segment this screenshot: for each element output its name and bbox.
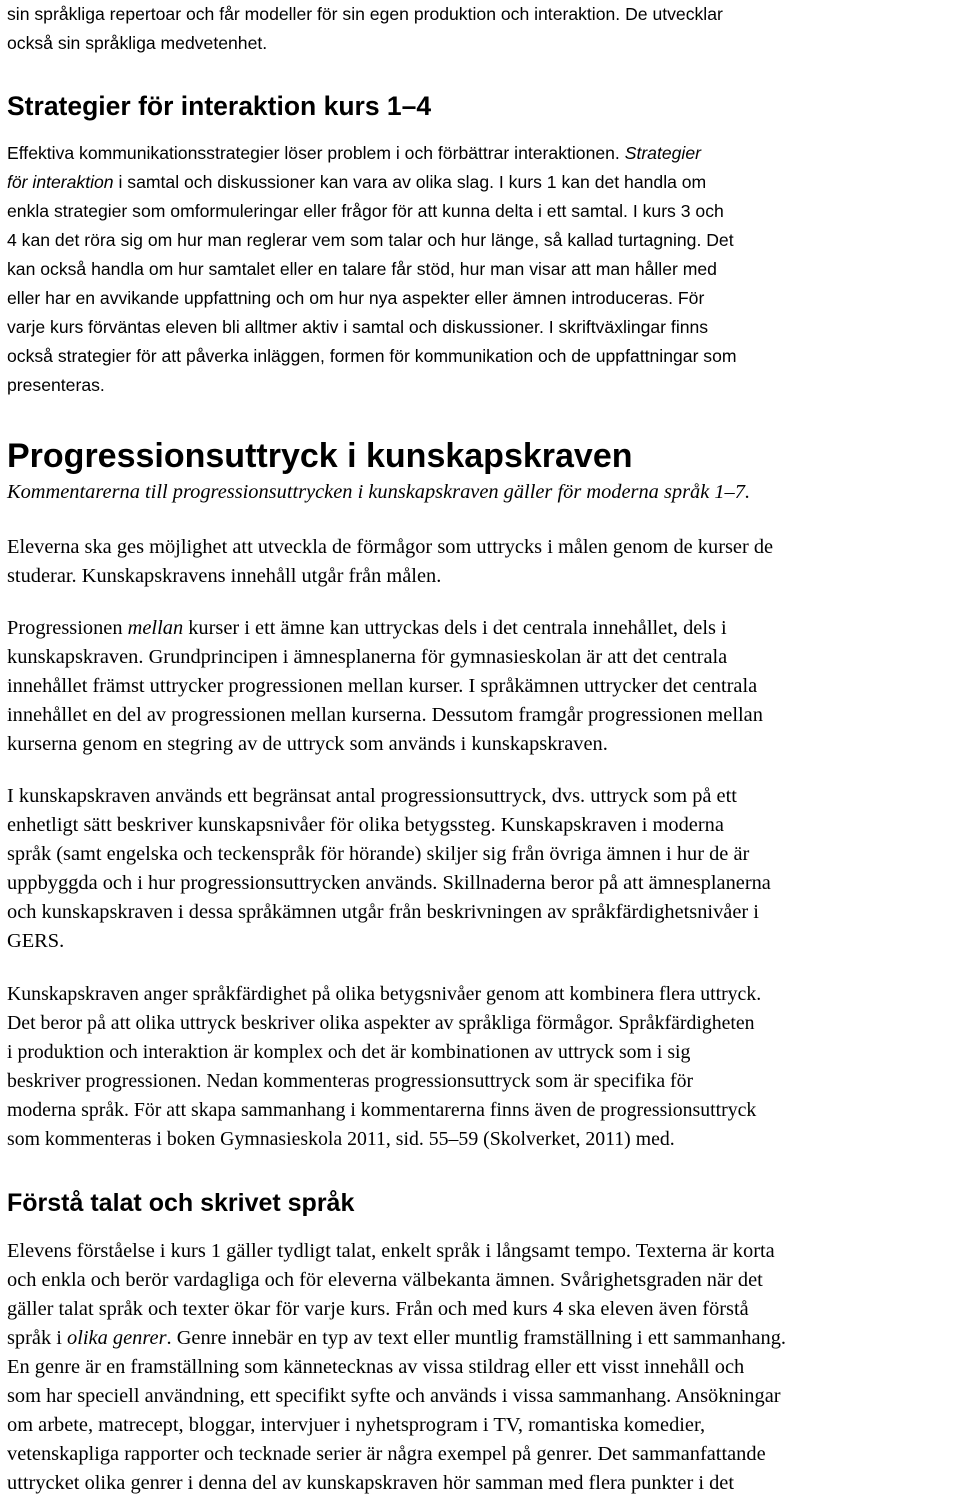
text-segment: Progressionen: [7, 617, 128, 639]
text-line: Det beror på att olika uttryck beskriver olika aspekter av språkliga förmågor. Språkfärdigheten: [7, 1012, 755, 1034]
text-line: En genre är en framställning som kännetecknas av vissa stildrag eller ett visst innehåll och: [7, 1356, 745, 1378]
text-line: Elevens förståelse i kurs 1 gäller tydligt talat, enkelt språk i långsamt tempo. Texterna är korta: [7, 1240, 775, 1262]
section-heading-progression: Progressionsuttryck i kunskapskraven: [7, 437, 633, 475]
text-segment: kurser i ett ämne kan uttryckas dels i det centrala innehållet, dels i: [183, 617, 727, 639]
emphasis-text: Strategier: [624, 143, 701, 163]
text-line: eller har en avvikande uppfattning och om hur nya aspekter eller ämnen introduceras. För: [7, 288, 705, 308]
text-line: gäller talat språk och texter ökar för varje kurs. Från och med kurs 4 ska eleven även förstå: [7, 1298, 749, 1320]
strategier-paragraph: [7, 139, 737, 400]
section-heading-strategier: Strategier för interaktion kurs 1–4: [7, 91, 432, 121]
text-line: GERS.: [7, 930, 65, 952]
text-line: [7, 1324, 786, 1353]
text-line: kurserna genom en stegring av de uttryck som används i kunskapskraven.: [7, 733, 608, 755]
text-line: och enkla och berör vardagliga och för eleverna välbekanta ämnen. Svårighetsgraden när det: [7, 1269, 763, 1291]
progression-paragraph-2: [7, 614, 763, 759]
text-line: enhetligt sätt beskriver kunskapsnivåer för olika betygssteg. Kunskapskraven i moderna: [7, 814, 724, 836]
text-line: som kommenteras i boken Gymnasieskola 2011, sid. 55–59 (Skolverket, 2011) med.: [7, 1128, 675, 1150]
text-line: [7, 614, 763, 643]
text-segment: språk i: [7, 1327, 68, 1349]
text-line: [7, 168, 737, 197]
text-line: uttrycket olika genrer i denna del av kunskapskraven hör samman med flera punkter i det: [7, 1472, 735, 1494]
text-line: 4 kan det röra sig om hur man reglerar vem som talar och hur länge, så kallad turtagning. Det: [7, 230, 734, 250]
intro-paragraph: [7, 0, 723, 58]
text-line: vetenskapliga rapporter och tecknade serier är några exempel på genrer. Det sammanfattande: [7, 1443, 766, 1465]
progression-paragraph-4: [7, 980, 761, 1154]
text-line: I kunskapskraven används ett begränsat antal progressionsuttryck, dvs. uttryck som på ett: [7, 785, 737, 807]
text-line: enkla strategier som omformuleringar eller frågor för att kunna delta i ett samtal. I kurs 3 och: [7, 201, 724, 221]
text-line: varje kurs förväntas eleven bli alltmer aktiv i samtal och diskussioner. I skriftväxlingar finns: [7, 317, 709, 337]
text-line: kan också handla om hur samtalet eller en talare får stöd, hur man visar att man håller med: [7, 259, 717, 279]
section-heading-forsta: Förstå talat och skrivet språk: [7, 1189, 355, 1217]
progression-paragraph-3: [7, 782, 771, 956]
text-line: studerar. Kunskapskravens innehåll utgår från målen.: [7, 565, 442, 587]
text-line: språk (samt engelska och teckenspråk för hörande) skiljer sig från övriga ämnen i hur de är: [7, 843, 750, 865]
emphasis-text: mellan: [127, 617, 184, 639]
text-line: i produktion och interaktion är komplex och det är kombinationen av uttryck som i sig: [7, 1041, 691, 1063]
emphasis-text: olika genrer: [67, 1327, 167, 1349]
text-line: [7, 139, 737, 168]
text-line: sin språkliga repertoar och får modeller för sin egen produktion och interaktion. De utvecklar: [7, 4, 723, 24]
text-line: uppbyggda och i hur progressionsuttrycken används. Skillnaderna beror på att ämnesplanerna: [7, 872, 771, 894]
text-line: om arbete, matrecept, bloggar, intervjuer i nyhetsprogram i TV, romantiska komedier,: [7, 1414, 706, 1436]
text-line: också strategier för att påverka inläggen, formen för kommunikation och de uppfattningar som: [7, 346, 737, 366]
lead-italic: Kommentarerna till progressionsuttrycken i kunskapskraven gäller för moderna språk 1–7.: [7, 481, 751, 503]
text-segment: Effektiva kommunikationsstrategier löser problem i och förbättrar interaktionen.: [7, 143, 620, 163]
emphasis-text: för interaktion: [7, 172, 114, 192]
text-line: beskriver progressionen. Nedan kommenteras progressionsuttryck som är specifika för: [7, 1070, 694, 1092]
text-line: Eleverna ska ges möjlighet att utveckla de förmågor som uttrycks i målen genom de kurser de: [7, 536, 774, 558]
text-line: innehållet en del av progressionen mellan kurserna. Dessutom framgår progressionen mellan: [7, 704, 763, 726]
text-line: kunskapskraven. Grundprincipen i ämnesplanerna för gymnasieskolan är att det centrala: [7, 646, 728, 668]
text-line: också sin språkliga medvetenhet.: [7, 33, 268, 53]
text-line: innehållet främst uttrycker progressionen mellan kurser. I språkämnen uttrycker det centrala: [7, 675, 758, 697]
text-line: och kunskapskraven i dessa språkämnen utgår från beskrivningen av språkfärdighetsnivåer i: [7, 901, 759, 923]
forsta-paragraph: [7, 1237, 786, 1498]
text-segment: . Genre innebär en typ av text eller muntlig framställning i ett sammanhang.: [166, 1327, 786, 1349]
text-line: moderna språk. För att skapa sammanhang i kommentarerna finns även de progressionsuttryck: [7, 1099, 757, 1121]
text-segment: i samtal och diskussioner kan vara av olika slag. I kurs 1 kan det handla om: [113, 172, 707, 192]
text-line: Kunskapskraven anger språkfärdighet på olika betygsnivåer genom att kombinera flera uttryck.: [7, 983, 762, 1005]
progression-paragraph-1: [7, 533, 773, 591]
text-line: presenteras.: [7, 375, 105, 395]
text-line: som har speciell användning, ett specifikt syfte och används i vissa sammanhang. Ansökningar: [7, 1385, 781, 1407]
